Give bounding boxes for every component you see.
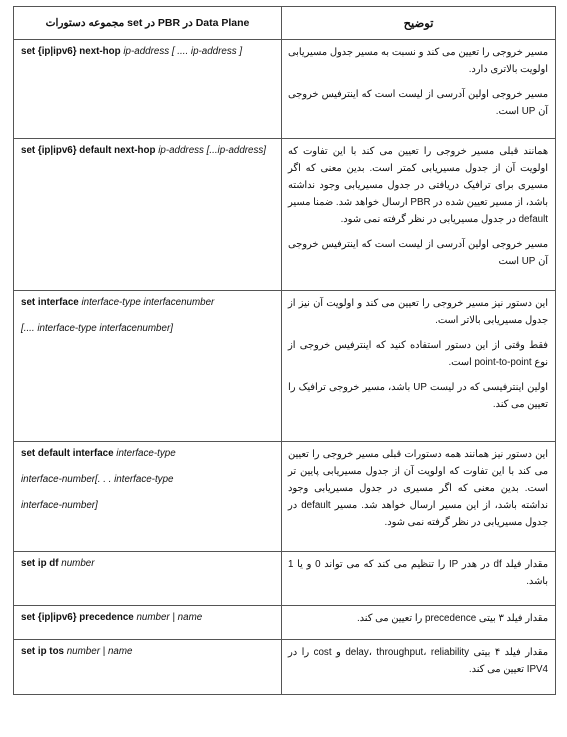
command-cell [14,442,282,552]
command-arguments: interface-number[. . . interface-type [21,474,174,485]
description-paragraph: مسیر خروجی را تعیین می کند و نسبت به مسیر جدول مسیریابی اولویت بالاتری دارد. [288,47,548,75]
description-paragraph: مسیر خروجی اولین آدرسی از لیست است که اینترفیس خروجی آن UP است. [288,89,548,117]
command-keyword: set ip df [21,558,62,569]
command-keyword: set interface [21,297,82,308]
command-arguments: [.... interface-type interfacenumber] [21,323,173,334]
command-arguments: interface-type interfacenumber [81,297,215,308]
command-arguments: interface-number] [21,500,98,511]
command-line [21,498,275,513]
command-line [21,321,275,336]
description-paragraph: همانند قبلی مسیر خروجی را تعیین می کند با این تفاوت که اولویت آن از جدول مسیریابی کمتر است. بدین معنی که اگر مسیری برای ترافیک دریافتی در جدول مسیریابی وجود نداشته باشد، از مسیر تعیین شده در PBR ارسال خواهد شد. ضمنا مسیر default در جدول مسیریابی در نظر گرفته نمی شود. [288,146,548,225]
command-arguments: ip-address [...ip-address] [158,145,267,156]
description-cell [282,291,556,442]
command-keyword: set {ip|ipv6} next-hop [21,46,124,57]
description-cell [282,139,556,291]
table-row [14,442,556,552]
table-row [14,606,556,640]
command-arguments: number | name [136,612,203,623]
description-cell [282,442,556,552]
description-paragraph: این دستور نیز مسیر خروجی را تعیین می کند و اولویت آن نیز از جدول مسیریابی بالاتر است. [288,298,548,326]
command-line [21,472,275,487]
table-row [14,552,556,606]
command-arguments: number [61,558,95,569]
description-paragraph: مقدار فیلد ۳ بیتی precedence را تعیین می کند. [356,613,548,624]
table-row [14,291,556,442]
command-line [21,644,275,659]
description-cell [282,640,556,695]
command-line [21,295,275,310]
command-cell [14,139,282,291]
description-paragraph: اولین اینترفیسی که در لیست UP باشد، مسیر خروجی ترافیک را تعیین می کند. [288,382,548,410]
command-keyword: set default interface [21,448,117,459]
description-paragraph: این دستور نیز همانند همه دستورات قبلی مسیر خروجی را تعیین می کند با این تفاوت که اولویت آن از جدول مسیریابی پایین تر است. بدین معنی که اگر مسیری در جدول مسیریابی وجود نداشته باشد، از این مسیر ارسال خواهد شد. مسیر default در جدول مسیریابی در نظر گرفته نمی شود. [288,449,548,528]
command-line [21,610,275,625]
description-cell [282,40,556,139]
header-description: توضیح [282,7,556,40]
command-arguments: ip-address [ .... ip-address ] [123,46,243,57]
table-row [14,139,556,291]
description-cell [282,552,556,606]
command-keyword: set ip tos [21,646,67,657]
command-cell [14,40,282,139]
description-paragraph: مقدار فیلد df در هدر IP را تنظیم می کند که می تواند 0 و یا 1 باشد. [288,559,548,587]
command-line [21,446,275,461]
pbr-set-commands-table [13,6,556,695]
description-paragraph: مسیر خروجی اولین آدرسی از لیست است که اینترفیس خروجی آن UP است [288,239,548,267]
command-cell [14,552,282,606]
table-header-row [14,7,556,40]
command-keyword: set {ip|ipv6} default next-hop [21,145,159,156]
command-cell [14,606,282,640]
command-cell [14,640,282,695]
command-line [21,556,275,571]
command-arguments: number | name [66,646,133,657]
description-cell [282,606,556,640]
table-row [14,40,556,139]
command-cell [14,291,282,442]
description-paragraph: مقدار فیلد ۴ بیتی delay، throughput، reliability و cost را در IPV4 تعیین می کند. [288,647,548,675]
command-line [21,143,275,158]
command-arguments: interface-type [116,448,176,459]
command-keyword: set {ip|ipv6} precedence [21,612,137,623]
header-commands: مجموعه دستورات set در PBR در Data Plane [14,7,282,40]
command-line [21,44,275,59]
table-row [14,640,556,695]
description-paragraph: فقط وقتی از این دستور استفاده کنید که اینترفیس خروجی از نوع point-to-point است. [288,340,548,368]
